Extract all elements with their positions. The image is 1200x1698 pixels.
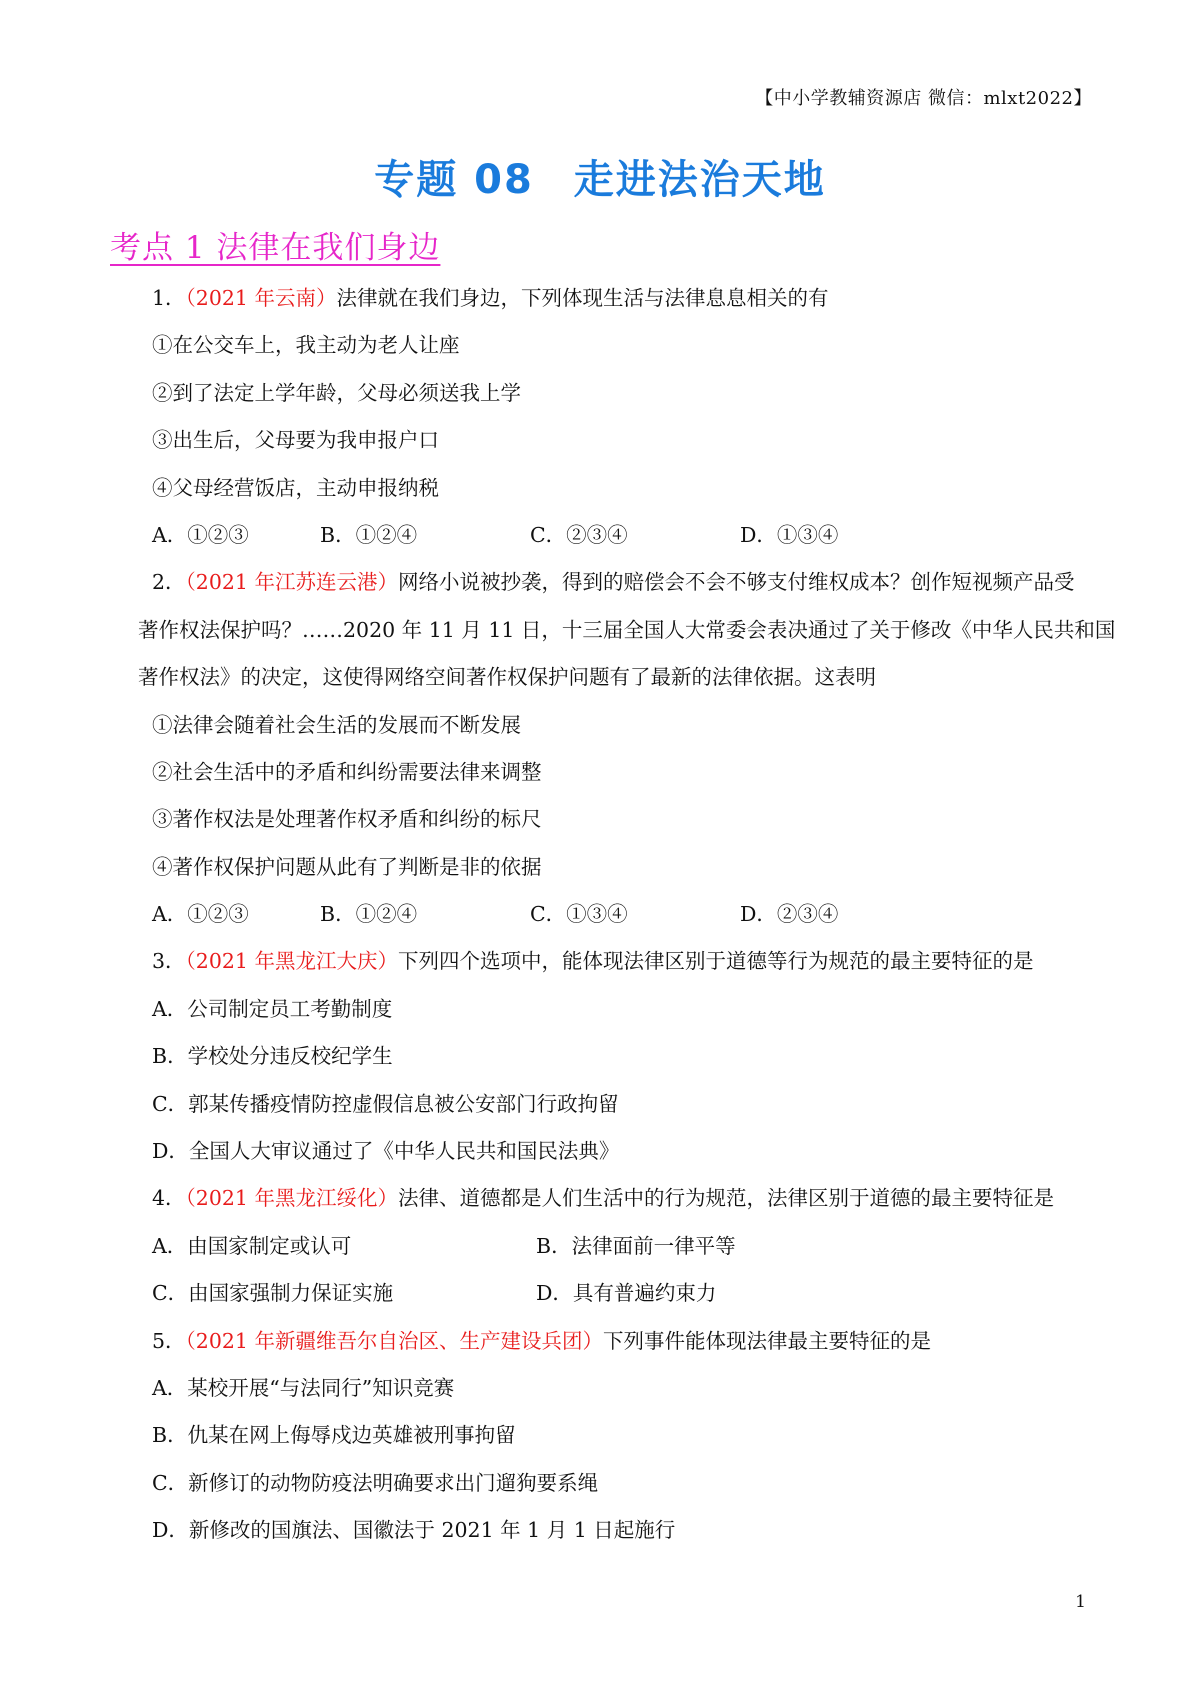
statement: ④著作权保护问题从此有了判断是非的依据 — [152, 854, 542, 879]
question-stem — [152, 1325, 1102, 1372]
option-c[interactable]: C．新修订的动物防疫法明确要求出门遛狗要系绳 — [152, 1470, 599, 1495]
question-number: 2． — [152, 570, 186, 595]
question-source: （2021 年黑龙江绥化） — [185, 1186, 398, 1211]
page-number: 1 — [1075, 1592, 1086, 1612]
option-b[interactable]: B．仇某在网上侮辱戍边英雄被刑事拘留 — [152, 1423, 516, 1448]
statement: ①法律会随着社会生活的发展而不断发展 — [152, 712, 521, 737]
title-main: 走进法治天地 — [573, 157, 826, 203]
option-d[interactable]: D．新修改的国旗法、国徽法于 2021 年 1 月 1 日起施行 — [152, 1518, 676, 1543]
question-stem — [152, 566, 1102, 613]
header-note: 【中小学教辅资源店 微信：mlxt2022】 — [755, 88, 1092, 109]
question-text-continued: 著作权法保护吗？……2020 年 11 月 11 日，十三届全国人大常委会表决通过了关于修改《中华人民共和国 — [138, 617, 1116, 642]
question-number: 5． — [152, 1328, 186, 1353]
question-text-continued: 著作权法》的决定，这使得网络空间著作权保护问题有了最新的法律依据。这表明 — [138, 665, 876, 690]
option-d[interactable]: D．②③④ — [740, 902, 839, 927]
question-text: 法律就在我们身边，下列体现生活与法律息息相关的有 — [336, 286, 829, 310]
answer-options — [152, 519, 1102, 566]
question-list — [138, 282, 1116, 1562]
answer-options — [152, 898, 1102, 945]
question-text: 法律、道德都是人们生活中的行为规范，法律区别于道德的最主要特征是 — [397, 1186, 1054, 1211]
question-5 — [152, 1325, 1102, 1562]
option-c[interactable]: C．②③④ — [530, 522, 628, 547]
statement: ③出生后，父母要为我申报户口 — [152, 428, 439, 453]
option-a[interactable]: A．公司制定员工考勤制度 — [152, 996, 393, 1021]
question-text: 下列事件能体现法律最主要特征的是 — [602, 1328, 931, 1353]
question-stem — [152, 945, 1102, 992]
question-source: （2021 年新疆维吾尔自治区、生产建设兵团） — [185, 1328, 603, 1353]
option-d[interactable]: D．①③④ — [740, 522, 839, 547]
statement: ②社会生活中的矛盾和纠纷需要法律来调整 — [152, 759, 542, 784]
question-text: 下列四个选项中，能体现法律区别于道德等行为规范的最主要特征的是 — [397, 949, 1034, 974]
question-source: （2021 年云南） — [185, 286, 337, 310]
statement: ④父母经营饭店，主动申报纳税 — [152, 475, 439, 500]
question-source: （2021 年江苏连云港） — [185, 570, 398, 595]
document-title — [0, 148, 1200, 205]
question-text: 网络小说被抄袭，得到的赔偿会不会不够支付维权成本？创作短视频产品受 — [397, 570, 1075, 595]
answer-options-row — [152, 1277, 1102, 1324]
statement: ②到了法定上学年龄，父母必须送我上学 — [152, 380, 521, 405]
option-b[interactable]: B．学校处分违反校纪学生 — [152, 1044, 393, 1069]
option-c[interactable]: C．郭某传播疫情防控虚假信息被公安部门行政拘留 — [152, 1091, 619, 1116]
question-3 — [152, 945, 1102, 1182]
option-a[interactable]: A．某校开展“与法同行”知识竞赛 — [152, 1375, 455, 1400]
option-a[interactable]: A．①②③ — [152, 522, 249, 547]
title-prefix: 专题 08 — [374, 157, 534, 203]
question-number: 4． — [152, 1186, 186, 1211]
option-b[interactable]: B．法律面前一律平等 — [536, 1233, 736, 1258]
option-a[interactable]: A．①②③ — [152, 902, 249, 927]
statement: ①在公交车上，我主动为老人让座 — [152, 333, 460, 358]
answer-options-row — [152, 1230, 1102, 1277]
option-d[interactable]: D．全国人大审议通过了《中华人民共和国民法典》 — [152, 1139, 620, 1164]
section-heading: 考点 1 法律在我们身边 — [110, 230, 441, 266]
question-source: （2021 年黑龙江大庆） — [185, 949, 398, 974]
option-b[interactable]: B．①②④ — [320, 522, 418, 547]
question-stem — [152, 1182, 1102, 1229]
option-d[interactable]: D．具有普遍约束力 — [536, 1281, 717, 1306]
question-4 — [152, 1182, 1102, 1324]
option-b[interactable]: B．①②④ — [320, 902, 418, 927]
option-c[interactable]: C．由国家强制力保证实施 — [152, 1281, 394, 1306]
question-1 — [152, 282, 1102, 566]
option-c[interactable]: C．①③④ — [530, 902, 628, 927]
statement: ③著作权法是处理著作权矛盾和纠纷的标尺 — [152, 807, 542, 832]
question-number: 1． — [152, 286, 186, 310]
option-a[interactable]: A．由国家制定或认可 — [152, 1233, 352, 1258]
question-2 — [138, 566, 1116, 945]
question-number: 3． — [152, 949, 186, 974]
question-stem — [152, 282, 1102, 329]
